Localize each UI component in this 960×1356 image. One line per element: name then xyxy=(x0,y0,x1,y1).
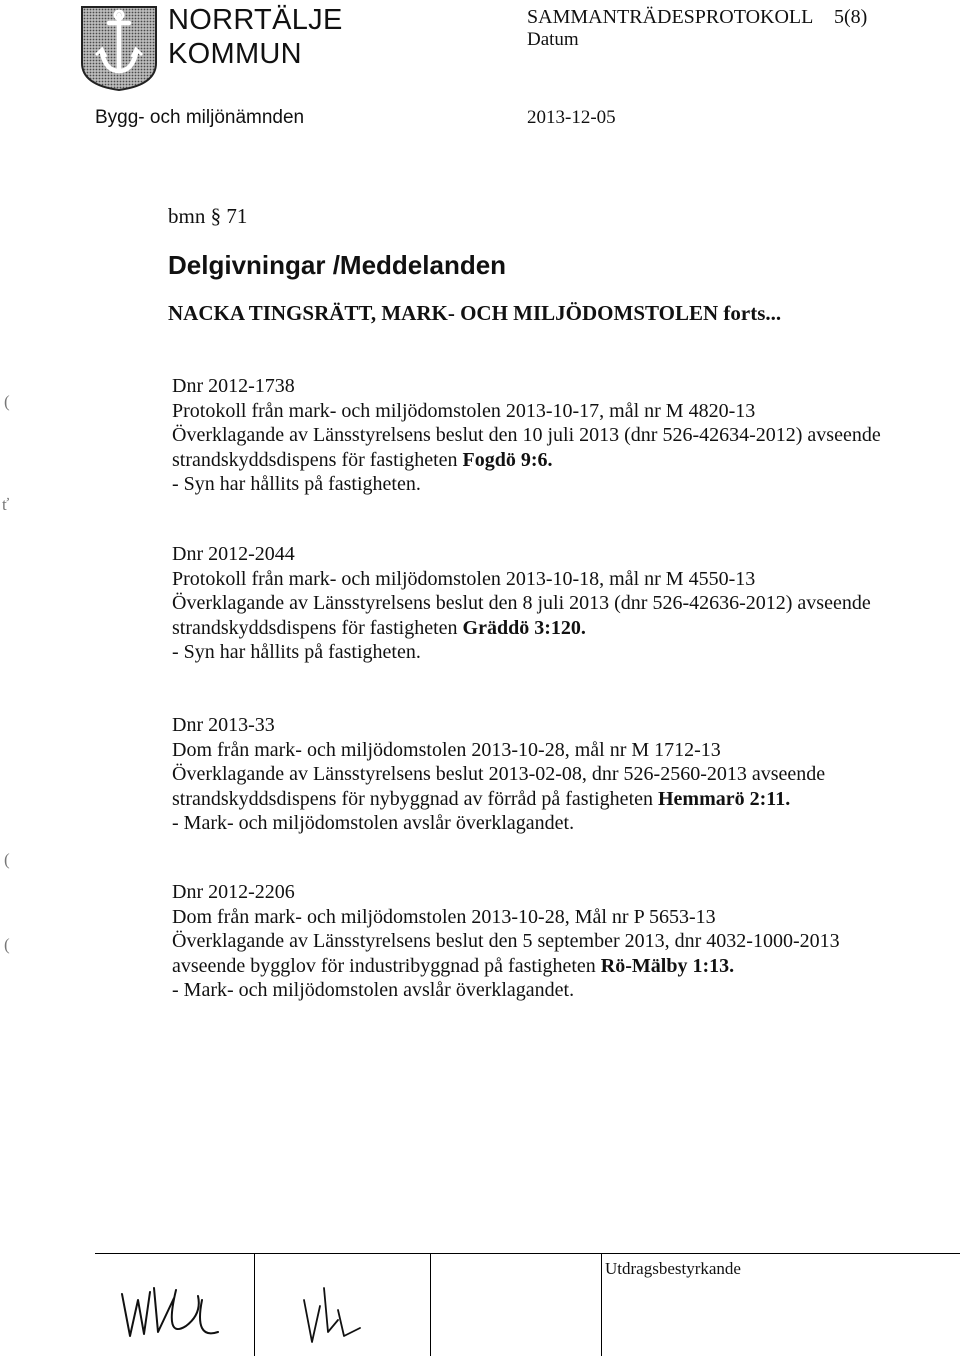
case-entry xyxy=(172,880,840,1003)
case-dnr: Dnr 2012-1738 xyxy=(172,375,295,397)
case-line: Överklagande av Länsstyrelsens beslut den 10 juli 2013 (dnr 526-42634-2012) avseende xyxy=(172,424,881,447)
municipality-logo xyxy=(80,5,158,91)
case-line: Överklagande av Länsstyrelsens beslut den 5 september 2013, dnr 4032-1000-2013 xyxy=(172,930,840,953)
margin-mark: ( xyxy=(4,850,10,869)
case-outcome: - Mark- och miljödomstolen avslår överklagandet. xyxy=(172,979,575,1002)
case-line: Överklagande av Länsstyrelsens beslut 2013-02-08, dnr 526-2560-2013 avseende xyxy=(172,763,826,786)
meeting-date: 2013-12-05 xyxy=(527,107,616,128)
case-text: strandskyddsdispens för fastigheten xyxy=(172,448,458,471)
page-number: 5(8) xyxy=(834,6,868,28)
case-outcome: - Syn har hållits på fastigheten. xyxy=(172,641,421,664)
margin-mark: ( xyxy=(4,392,10,411)
case-line xyxy=(172,616,871,641)
case-outcome: - Mark- och miljödomstolen avslår överklagandet. xyxy=(172,812,575,835)
court-subheading: NACKA TINGSRÄTT, MARK- OCH MILJÖDOMSTOLEN forts... xyxy=(168,301,782,325)
organization-name-line1: NORRTÄLJE xyxy=(168,4,343,36)
case-line xyxy=(172,448,881,473)
case-entry xyxy=(172,713,825,836)
case-line: Protokoll från mark- och miljödomstolen 2013-10-18, mål nr M 4550-13 xyxy=(172,567,756,590)
case-line: Dom från mark- och miljödomstolen 2013-10-28, mål nr M 1712-13 xyxy=(172,738,721,761)
case-dnr: Dnr 2013-33 xyxy=(172,714,275,736)
case-line xyxy=(172,787,825,812)
case-line xyxy=(172,954,840,979)
footer-divider xyxy=(601,1253,602,1356)
case-line: Protokoll från mark- och miljödomstolen 2013-10-17, mål nr M 4820-13 xyxy=(172,399,756,422)
initials-signature-2 xyxy=(298,1280,368,1350)
property-name: Rö-Mälby 1:13. xyxy=(600,954,735,977)
case-entry xyxy=(172,374,881,497)
footer-divider xyxy=(430,1253,431,1356)
case-text: strandskyddsdispens för nybyggnad av förråd på fastigheten xyxy=(172,787,653,810)
paragraph-number: bmn § 71 xyxy=(168,204,248,228)
case-outcome: - Syn har hållits på fastigheten. xyxy=(172,473,421,496)
case-line: Överklagande av Länsstyrelsens beslut den 8 juli 2013 (dnr 526-42636-2012) avseende xyxy=(172,592,871,615)
case-dnr: Dnr 2012-2206 xyxy=(172,881,295,903)
margin-mark: ť xyxy=(2,495,10,514)
property-name: Fogdö 9:6. xyxy=(462,448,553,471)
property-name: Hemmarö 2:11. xyxy=(658,787,791,810)
document-type: SAMMANTRÄDESPROTOKOLL xyxy=(527,6,814,28)
footer-rule xyxy=(95,1253,960,1254)
case-dnr: Dnr 2012-2044 xyxy=(172,543,295,565)
property-name: Gräddö 3:120. xyxy=(462,616,586,639)
initials-signature-1 xyxy=(116,1270,226,1346)
certification-label: Utdragsbestyrkande xyxy=(605,1259,741,1278)
section-heading: Delgivningar /Meddelanden xyxy=(168,250,507,280)
organization-name-line2: KOMMUN xyxy=(168,38,302,70)
margin-mark: ( xyxy=(4,935,10,954)
case-text: strandskyddsdispens för fastigheten xyxy=(172,616,458,639)
case-entry xyxy=(172,542,871,665)
case-line: Dom från mark- och miljödomstolen 2013-10-28, Mål nr P 5653-13 xyxy=(172,905,716,928)
case-text: avseende bygglov för industribyggnad på fastigheten xyxy=(172,954,596,977)
board-name: Bygg- och miljönämnden xyxy=(95,107,305,128)
footer-divider xyxy=(254,1253,255,1356)
date-label: Datum xyxy=(527,29,579,50)
